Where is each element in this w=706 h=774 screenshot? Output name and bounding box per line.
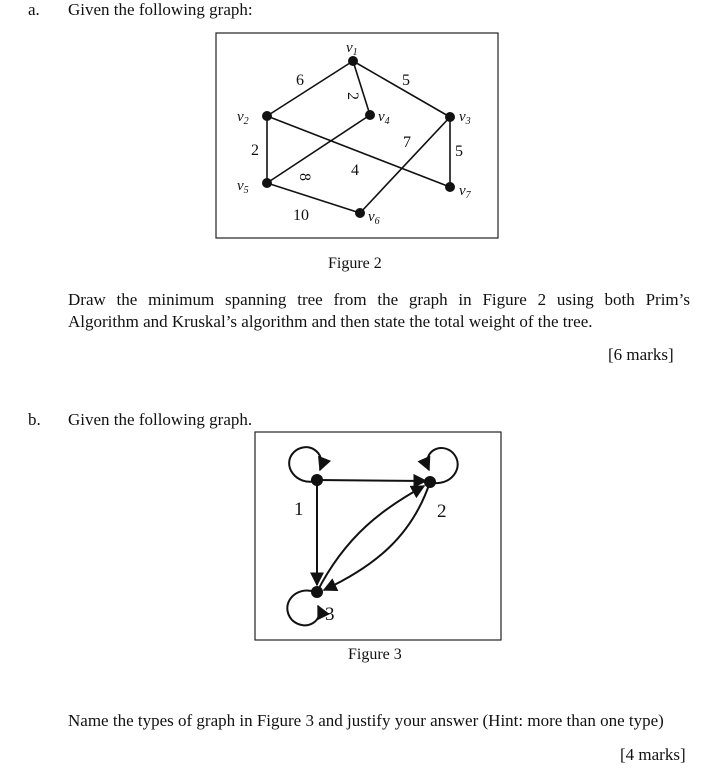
vertex-label-v1: $v_1$ xyxy=(346,40,358,58)
weight-v3-v6: 7 xyxy=(403,134,411,151)
vertex-label-1: 1 xyxy=(294,499,304,520)
weight-v2-v7: 4 xyxy=(351,162,359,179)
part-b-intro: Given the following graph. xyxy=(68,410,253,429)
figure-3-caption: Figure 3 xyxy=(348,646,402,663)
vertex-v4 xyxy=(365,110,375,120)
weight-v4-v5: 8 xyxy=(296,173,313,181)
vertex-label-3: 3 xyxy=(325,604,335,625)
part-a-marks: [6 marks] xyxy=(608,345,674,364)
part-a-question xyxy=(68,289,690,333)
vertex-v2 xyxy=(262,111,272,121)
edge-1-2 xyxy=(317,480,426,481)
vertex-label-v7: $v_7$ xyxy=(459,183,471,201)
weight-v1-v4: 2 xyxy=(344,92,361,100)
weight-v1-v2: 6 xyxy=(296,72,304,89)
vertex-2 xyxy=(424,476,436,488)
edge-v5-v6 xyxy=(267,183,360,213)
part-b-label: b. xyxy=(28,410,41,429)
part-a-intro: Given the following graph: xyxy=(68,0,253,19)
weight-v1-v3: 5 xyxy=(402,72,410,89)
vertex-label-v5: $v_5$ xyxy=(237,178,249,196)
edge-v3-v6 xyxy=(360,117,450,213)
vertex-label-v6: $v_6$ xyxy=(368,209,380,227)
part-b-question: Name the types of graph in Figure 3 and justify your answer (Hint: more than one type) xyxy=(68,711,664,730)
vertex-v3 xyxy=(445,112,455,122)
weight-v2-v5: 2 xyxy=(251,142,259,159)
vertex-label-v2: $v_2$ xyxy=(237,109,249,127)
vertex-label-2: 2 xyxy=(437,501,447,522)
edge-v1-v2 xyxy=(267,61,353,116)
part-a-label: a. xyxy=(28,0,40,19)
vertex-3 xyxy=(311,586,323,598)
edge-3-2 xyxy=(317,486,424,592)
vertex-v6 xyxy=(355,208,365,218)
vertex-v5 xyxy=(262,178,272,188)
part-a-question-line-2: Algorithm and Kruskal’s algorithm and then state the total weight of the tree. xyxy=(68,312,593,331)
vertex-v7 xyxy=(445,182,455,192)
vertex-label-v3: $v_3$ xyxy=(459,109,471,127)
edge-2-3 xyxy=(324,482,430,590)
vertex-label-v4: $v_4$ xyxy=(378,109,390,127)
weight-v3-v7: 5 xyxy=(455,143,463,160)
part-b-marks: [4 marks] xyxy=(620,745,686,764)
vertex-1 xyxy=(311,474,323,486)
figure-2-caption: Figure 2 xyxy=(328,255,382,272)
part-a-question-line-1: Draw the minimum spanning tree from the graph in Figure 2 using both Prim’s xyxy=(68,290,690,309)
weight-v5-v6: 10 xyxy=(293,207,309,224)
figure-3-frame xyxy=(255,432,501,640)
